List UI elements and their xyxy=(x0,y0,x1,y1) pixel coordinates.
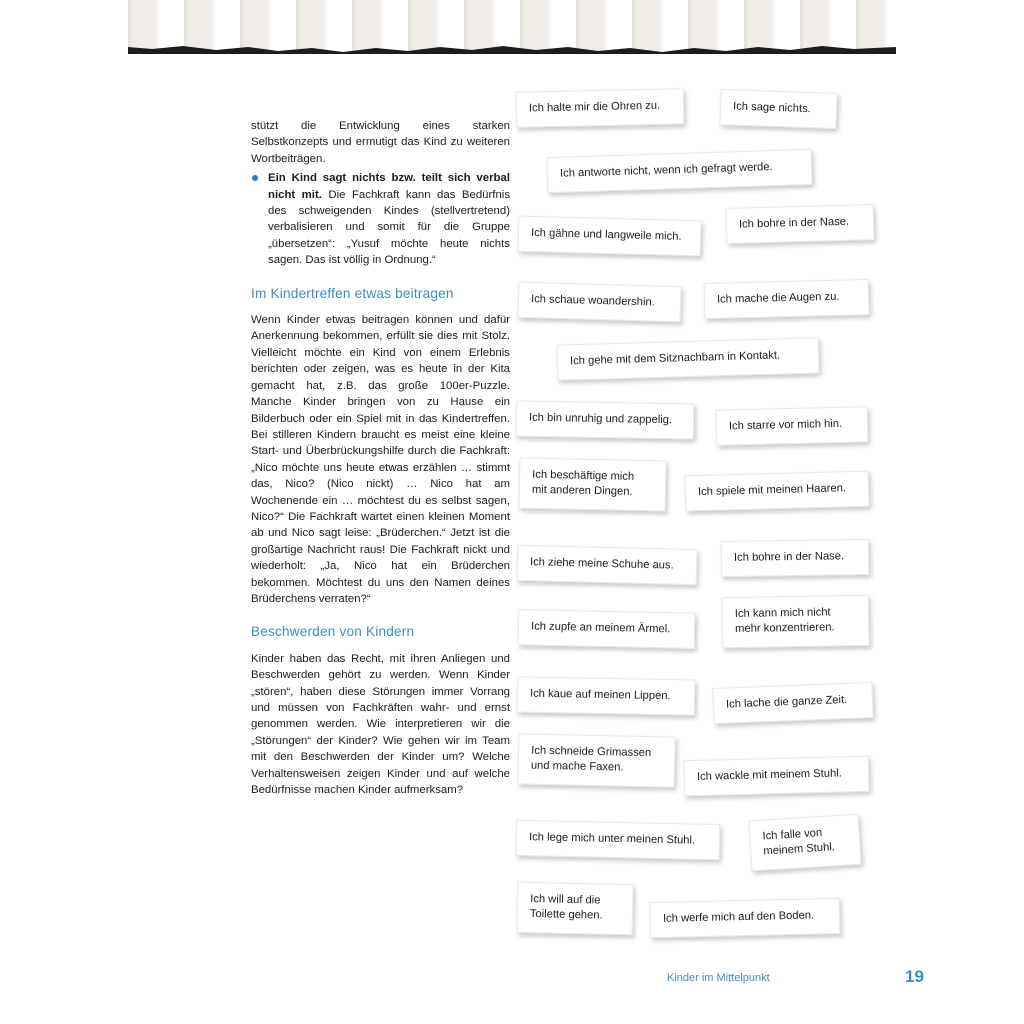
note-strip: Ich lege mich unter meinen Stuhl. xyxy=(516,820,721,860)
note-strip: Ich lache die ganze Zeit. xyxy=(712,682,873,724)
note-strip: Ich starre vor mich hin. xyxy=(716,406,869,445)
page-footer xyxy=(0,967,1024,996)
bullet-dot-icon xyxy=(252,175,258,181)
note-strip: Ich spiele mit meinen Haaren. xyxy=(685,471,870,512)
bullet-lead-text: Ein Kind sagt nichts bzw. teilt sich verbal nicht mit. xyxy=(268,172,510,201)
note-strip: Ich kaue auf meinen Lippen. xyxy=(517,676,696,715)
note-strip: Ich bin unruhig und zappelig. xyxy=(516,400,695,439)
note-strip: Ich ziehe meine Schuhe aus. xyxy=(517,545,698,585)
note-strip: Ich schaue woandershin. xyxy=(518,282,682,323)
note-strip: Ich falle von meinem Stuhl. xyxy=(749,814,862,872)
note-strip: Ich antworte nicht, wenn ich gefragt werde. xyxy=(547,149,813,193)
page-number: 19 xyxy=(905,967,924,986)
bullet-body-text: Die Fachkraft kann das Bedürfnis des schweigenden Kindes (stellvertretend) verbalisieren und somit für die Gruppe „übersetzen“: „Yusuf möchte heute nichts sagen. Das ist völlig in Ordnung.“ xyxy=(268,188,511,267)
note-strip: Ich gähne und langweile mich. xyxy=(518,216,702,257)
note-strip: Ich halte mir die Ohren zu. xyxy=(516,88,685,128)
note-strip: Ich kann mich nicht mehr konzentrieren. xyxy=(722,595,870,649)
section-heading-beschwerden: Beschwerden von Kindern xyxy=(251,624,415,640)
note-strip-collage xyxy=(505,78,905,958)
torn-paper-edge xyxy=(128,43,896,54)
note-strip: Ich schneide Grimassen und mache Faxen. xyxy=(517,733,675,787)
section-heading-kindertreffen: Im Kindertreffen etwas beitragen xyxy=(251,285,454,301)
note-strip: Ich gehe mit dem Sitznachbarn in Kontakt. xyxy=(557,337,820,380)
note-strip: Ich beschäftige mich mit anderen Dingen. xyxy=(518,457,666,511)
article-text-column xyxy=(251,118,510,798)
note-strip: Ich mache die Augen zu. xyxy=(704,279,870,319)
note-strip: Ich wackle mit meinem Stuhl. xyxy=(684,756,870,797)
paragraph-kindertreffen: Wenn Kinder etwas beitragen können und dafür Anerkennung bekommen, erfüllt sie dies mit Stolz. Vielleicht möchte ein Kind von einem Erlebnis berichten oder zeigen, was es heute in der Kita gemacht hat, z.B. das große 100er-Puzzle. Manche Kinder bringen von zu Hause ein Bilderbuch oder ein Spiel mit in das Kindertreffen. Bei stilleren Kindern braucht es meist eine kleine Start- und Überbrückungshilfe durch die Fachkraft: „Nico möchte uns heute etwas erzählen … stimmt das, Nico? (Nico nickt) … Nico hat am Wochenende ein … möchtest du es selbst sagen, Nico?“ Die Fachkraft wartet einen kleinen Moment ab und Nico sagt leise: „Brüderchen.“ Jetzt ist die großartige Nachricht raus! Die Fachkraft nickt und wiederholt: „Ja, Nico hat ein Brüderchen bekommen. Möchtest du uns den Namen deines Brüderchens verraten?“ xyxy=(251,314,510,605)
note-strip: Ich zupfe an meinem Ärmel. xyxy=(518,609,696,649)
paragraph-beschwerden: Kinder haben das Recht, mit ihren Anliegen und Beschwerden gehört zu werden. Wenn Kinder „stören“, haben diese Störungen immer Vorrang und müssen von Fachkräften wahr- und ernst genommen werden. Wie interpretieren wir die „Störungen“ der Kinder? Wie gehen wir im Team mit den Beschwerden der Kinder um? Welche Verhaltensweisen zeigen Kinder und auf welche Bedürfnisse machen Kinder aufmerksam? xyxy=(251,652,510,797)
note-strip: Ich bohre in der Nase. xyxy=(726,204,875,244)
note-strip: Ich werfe mich auf den Boden. xyxy=(650,898,841,938)
bullet-list-item xyxy=(251,170,510,268)
note-strip: Ich will auf die Toilette gehen. xyxy=(516,882,633,935)
footer-chapter-label: Kinder im Mittelpunkt xyxy=(667,972,770,984)
intro-paragraph: stützt die Entwicklung eines starken Selbstkonzepts und ermutigt das Kind zu weiteren Wortbeiträgen. xyxy=(251,120,510,165)
note-strip: Ich sage nichts. xyxy=(719,89,837,129)
note-strip: Ich bohre in der Nase. xyxy=(721,539,869,577)
